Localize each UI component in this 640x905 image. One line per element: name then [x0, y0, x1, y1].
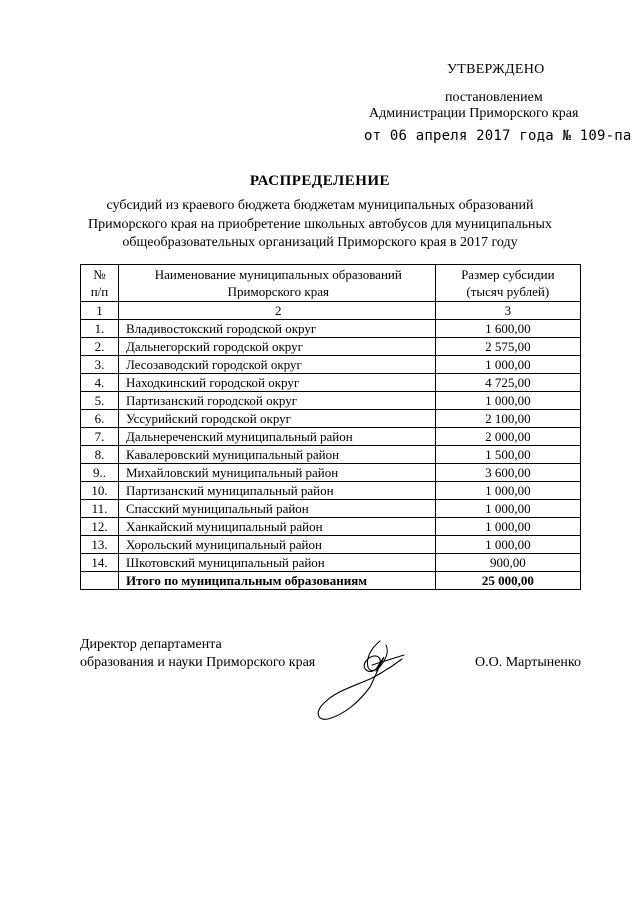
row-amount: 3 600,00	[435, 464, 580, 482]
administration-label: Администрации Приморского края	[369, 106, 579, 121]
signer-name: О.О. Мартыненко	[475, 655, 582, 670]
row-num: 3.	[81, 356, 119, 374]
subtitle-line: субсидий из краевого бюджета бюджетам муниципальных образований	[106, 198, 534, 213]
row-num: 11.	[81, 500, 119, 518]
table-row	[81, 536, 581, 554]
row-name: Михайловский муниципальный район	[118, 464, 435, 482]
header-num-line2: п/п	[90, 284, 109, 299]
row-num: 12.	[81, 518, 119, 536]
row-num: 2.	[81, 338, 119, 356]
column-index: 3	[435, 302, 580, 320]
table-row	[81, 482, 581, 500]
row-name: Партизанский городской округ	[118, 392, 435, 410]
table-row	[81, 446, 581, 464]
row-name: Ханкайский муниципальный район	[118, 518, 435, 536]
row-name: Дальнегорский городской округ	[118, 338, 435, 356]
row-num: 13.	[81, 536, 119, 554]
row-amount: 1 600,00	[435, 320, 580, 338]
row-amount: 4 725,00	[435, 374, 580, 392]
header-name	[118, 265, 435, 302]
row-num: 10.	[81, 482, 119, 500]
row-num: 14.	[81, 554, 119, 572]
signature-image	[310, 635, 420, 725]
row-amount: 900,00	[435, 554, 580, 572]
resolution-label: постановлением	[445, 90, 543, 105]
approved-label: УТВЕРЖДЕНО	[447, 62, 545, 77]
row-name: Владивостокский городской округ	[118, 320, 435, 338]
header-amount	[435, 265, 580, 302]
table-row	[81, 320, 581, 338]
header-name-line1: Наименование муниципальных образований	[154, 267, 402, 282]
row-num: 5.	[81, 392, 119, 410]
subtitle-line: общеобразовательных организаций Приморского края в 2017 году	[122, 235, 518, 250]
header-num-line1: №	[93, 267, 106, 282]
row-num: 6.	[81, 410, 119, 428]
table-header-row	[81, 265, 581, 302]
row-amount: 1 000,00	[435, 482, 580, 500]
row-amount: 1 500,00	[435, 446, 580, 464]
table-row	[81, 374, 581, 392]
row-amount: 1 000,00	[435, 500, 580, 518]
row-num: 9..	[81, 464, 119, 482]
row-amount: 2 575,00	[435, 338, 580, 356]
row-num: 8.	[81, 446, 119, 464]
table-row	[81, 428, 581, 446]
row-name: Дальнереченский муниципальный район	[118, 428, 435, 446]
row-amount: 1 000,00	[435, 392, 580, 410]
row-name: Партизанский муниципальный район	[118, 482, 435, 500]
total-num-cell	[81, 572, 119, 590]
table-row	[81, 338, 581, 356]
table-row	[81, 410, 581, 428]
subtitle-line: Приморского края на приобретение школьных автобусов для муниципальных	[88, 216, 552, 232]
table-row	[81, 356, 581, 374]
row-name: Шкотовский муниципальный район	[118, 554, 435, 572]
row-amount: 1 000,00	[435, 356, 580, 374]
row-amount: 2 100,00	[435, 410, 580, 428]
row-name: Спасский муниципальный район	[118, 500, 435, 518]
column-index: 2	[118, 302, 435, 320]
resolution-date-stamp: от 06 апреля 2017 года № 109-па	[364, 128, 632, 144]
header-amount-line1: Размер субсидии	[461, 267, 555, 282]
row-amount: 1 000,00	[435, 518, 580, 536]
director-title-line1: Директор департамента	[80, 637, 222, 652]
row-num: 7.	[81, 428, 119, 446]
total-amount: 25 000,00	[435, 572, 580, 590]
row-amount: 1 000,00	[435, 536, 580, 554]
total-label: Итого по муниципальным образованиям	[118, 572, 435, 590]
table-row	[81, 518, 581, 536]
distribution-table	[80, 264, 581, 590]
row-amount: 2 000,00	[435, 428, 580, 446]
total-row	[81, 572, 581, 590]
header-amount-line2: (тысяч рублей)	[466, 284, 550, 299]
row-num: 4.	[81, 374, 119, 392]
header-name-line2: Приморского края	[227, 284, 329, 299]
document-title: РАСПРЕДЕЛЕНИЕ	[249, 173, 391, 189]
row-name: Находкинский городской округ	[118, 374, 435, 392]
row-name: Уссурийский городской округ	[118, 410, 435, 428]
column-index-row	[81, 302, 581, 320]
column-index: 1	[81, 302, 119, 320]
table-row	[81, 554, 581, 572]
table-row	[81, 392, 581, 410]
row-num: 1.	[81, 320, 119, 338]
row-name: Хорольский муниципальный район	[118, 536, 435, 554]
header-num	[81, 265, 119, 302]
table-row	[81, 464, 581, 482]
row-name: Лесозаводский городской округ	[118, 356, 435, 374]
director-title-line2: образования и науки Приморского края	[80, 655, 316, 670]
document-subtitle	[60, 197, 580, 253]
table-row	[81, 500, 581, 518]
row-name: Кавалеровский муниципальный район	[118, 446, 435, 464]
